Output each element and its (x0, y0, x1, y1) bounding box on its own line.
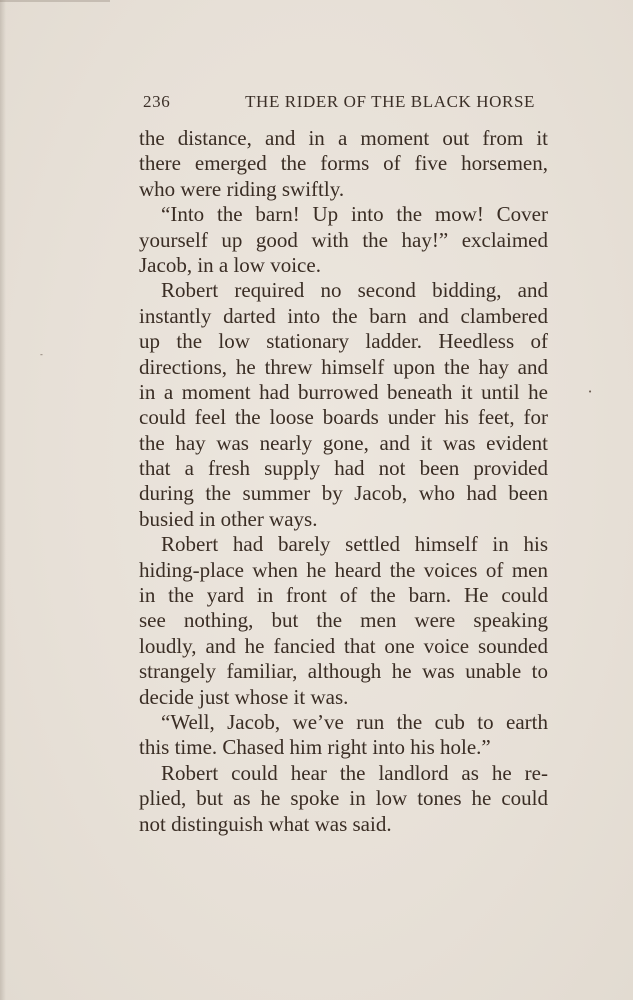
text-line: could feel the loose boards under his feet, for (139, 405, 548, 430)
text-line: strangely familiar, although he was unable to (139, 659, 548, 684)
text-line: hiding-place when he heard the voices of men (139, 557, 548, 582)
running-title: THE RIDER OF THE BLACK HORSE (245, 92, 535, 111)
text-line: Robert required no second bidding, and (161, 278, 548, 303)
text-line: “Into the barn! Up into the mow! Cover (161, 202, 548, 227)
text-line: see nothing, but the men were speaking (139, 608, 548, 633)
text-line: decide just whose it was. (139, 684, 349, 709)
spine-shadow (0, 0, 6, 1000)
text-line: the hay was nearly gone, and it was evident (139, 430, 548, 455)
text-line: that a fresh supply had not been provided (139, 456, 548, 481)
paper-speck: - (40, 350, 43, 359)
text-line: yourself up good with the hay!” exclaimed (139, 227, 548, 252)
text-line: “Well, Jacob, we’ve run the cub to earth (161, 709, 548, 734)
text-line: who were riding swiftly. (139, 176, 345, 201)
body-text (139, 126, 548, 837)
text-line: there emerged the forms of five horsemen, (139, 151, 548, 176)
page-top-edge (0, 0, 110, 2)
text-line: Jacob, in a low voice. (139, 252, 321, 277)
paper-speck: • (588, 388, 593, 396)
text-line: plied, but as he spoke in low tones he could (139, 786, 548, 811)
text-line: up the low stationary ladder. Heedless of (139, 329, 548, 354)
text-line: instantly darted into the barn and clambered (139, 303, 548, 328)
text-line: in a moment had burrowed beneath it until he (139, 379, 548, 404)
text-line: in the yard in front of the barn. He could (139, 583, 548, 608)
text-line: during the summer by Jacob, who had been (139, 481, 548, 506)
text-line: the distance, and in a moment out from it (139, 126, 548, 150)
running-header (143, 92, 535, 112)
page-number: 236 (143, 92, 171, 111)
text-line: directions, he threw himself upon the hay and (139, 354, 548, 379)
text-line: Robert could hear the landlord as he re- (161, 760, 548, 785)
text-line: loudly, and he fancied that one voice sounded (139, 633, 548, 658)
text-line: not distinguish what was said. (139, 811, 392, 836)
text-line: this time. Chased him right into his hole.” (139, 735, 491, 760)
text-line: busied in other ways. (139, 506, 318, 531)
text-line: Robert had barely settled himself in his (161, 532, 548, 557)
